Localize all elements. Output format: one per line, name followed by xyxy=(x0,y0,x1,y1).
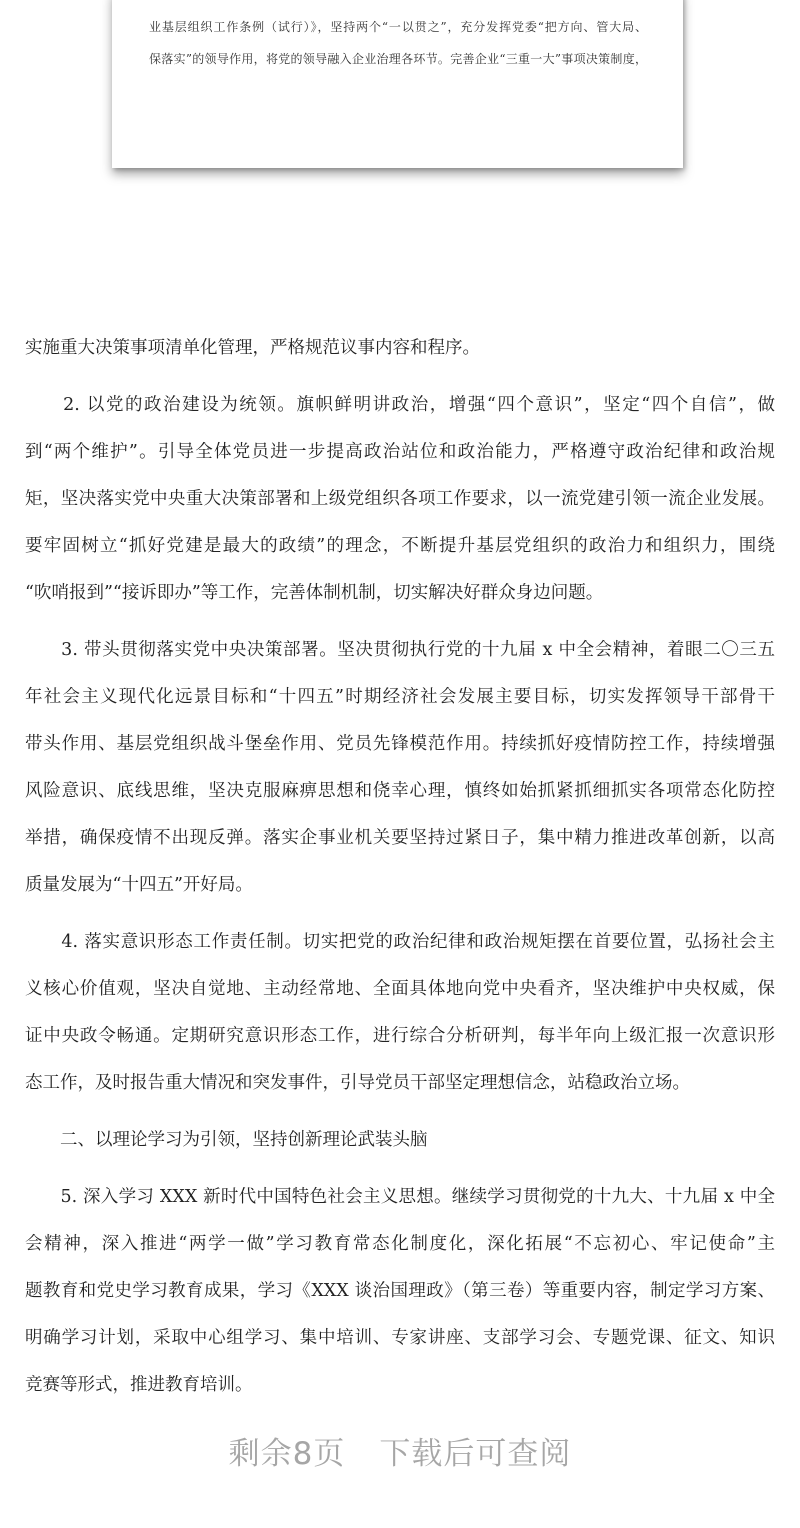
text-line: 明确学习计划，采取中心组学习、集中培训、专家讲座、支部学习会、专题党课、征文、知识 xyxy=(25,1328,775,1348)
text-line: 证中央政令畅通。定期研究意识形态工作，进行综合分析研判，每半年向上级汇报一次意识形 xyxy=(25,1026,775,1046)
text-line: 矩，坚决落实党中央重大决策部署和上级党组织各项工作要求，以一流党建引领一流企业发展。 xyxy=(25,489,775,509)
paragraph xyxy=(25,627,775,909)
text-line: 题教育和党史学习教育成果，学习《XXX 谈治国理政》（第三卷）等重要内容，制定学习方案、 xyxy=(25,1281,775,1301)
preview-page-card xyxy=(112,0,683,168)
text-line: 风险意识、底线思维，坚决克服麻痹思想和侥幸心理，慎终如始抓紧抓细抓实各项常态化防控 xyxy=(25,781,775,801)
text-line: 质量发展为“十四五”开好局。 xyxy=(25,875,253,895)
paragraph xyxy=(25,1117,775,1164)
text-line: 义核心价值观，坚决自觉地、主动经常地、全面具体地向党中央看齐，坚决维护中央权威，保 xyxy=(25,979,775,999)
text-line: 2. 以党的政治建设为统领。旗帜鲜明讲政治，增强“四个意识”，坚定“四个自信”，做 xyxy=(25,395,775,415)
download-to-view-text[interactable]: 下载后可查阅 xyxy=(379,1436,572,1472)
paragraph xyxy=(25,1174,775,1409)
card-text-line: 保落实”的领导作用，将党的领导融入企业治理各环节。完善企业“三重一大”事项决策制度， xyxy=(149,52,647,66)
text-line: 举措，确保疫情不出现反弹。落实企事业机关要坚持过紧日子，集中精力推进改革创新，以高 xyxy=(25,828,775,848)
text-line: 到“两个维护”。引导全体党员进一步提高政治站位和政治能力，严格遵守政治纪律和政治规 xyxy=(25,442,775,462)
paragraph xyxy=(25,919,775,1107)
text-line: 5. 深入学习 XXX 新时代中国特色社会主义思想。继续学习贯彻党的十九大、十九届 x 中全 xyxy=(25,1187,775,1207)
text-line: 态工作，及时报告重大情况和突发事件，引导党员干部坚定理想信念，站稳政治立场。 xyxy=(25,1073,690,1093)
text-line: 要牢固树立“抓好党建是最大的政绩”的理念，不断提升基层党组织的政治力和组织力，围绕 xyxy=(25,536,775,556)
download-prompt[interactable] xyxy=(0,1428,800,1473)
text-line: 会精神，深入推进“两学一做”学习教育常态化制度化，深化拓展“不忘初心、牢记使命”主 xyxy=(25,1234,775,1254)
text-line: 二、以理论学习为引领，坚持创新理论武装头脑 xyxy=(25,1130,428,1150)
paragraph xyxy=(25,382,775,617)
text-line: “吹哨报到”“接诉即办”等工作，完善体制机制，切实解决好群众身边问题。 xyxy=(25,583,604,603)
text-line: 实施重大决策事项清单化管理，严格规范议事内容和程序。 xyxy=(25,338,480,358)
text-line: 4. 落实意识形态工作责任制。切实把党的政治纪律和政治规矩摆在首要位置，弘扬社会主 xyxy=(25,932,775,952)
text-line: 年社会主义现代化远景目标和“十四五”时期经济社会发展主要目标，切实发挥领导干部骨干 xyxy=(25,687,775,707)
text-line: 竞赛等形式，推进教育培训。 xyxy=(25,1375,253,1395)
document-body xyxy=(25,325,775,1419)
text-line: 带头作用、基层党组织战斗堡垒作用、党员先锋模范作用。持续抓好疫情防控工作，持续增强 xyxy=(25,734,775,754)
paragraph xyxy=(25,325,775,372)
card-text-line: 业基层组织工作条例（试行）》，坚持两个“一以贯之”，充分发挥党委“把方向、管大局、 xyxy=(149,20,647,34)
remaining-pages-text: 剩余8页 xyxy=(228,1436,346,1472)
text-line: 3. 带头贯彻落实党中央决策部署。坚决贯彻执行党的十九届 x 中全会精神，着眼二〇三五 xyxy=(25,640,775,660)
